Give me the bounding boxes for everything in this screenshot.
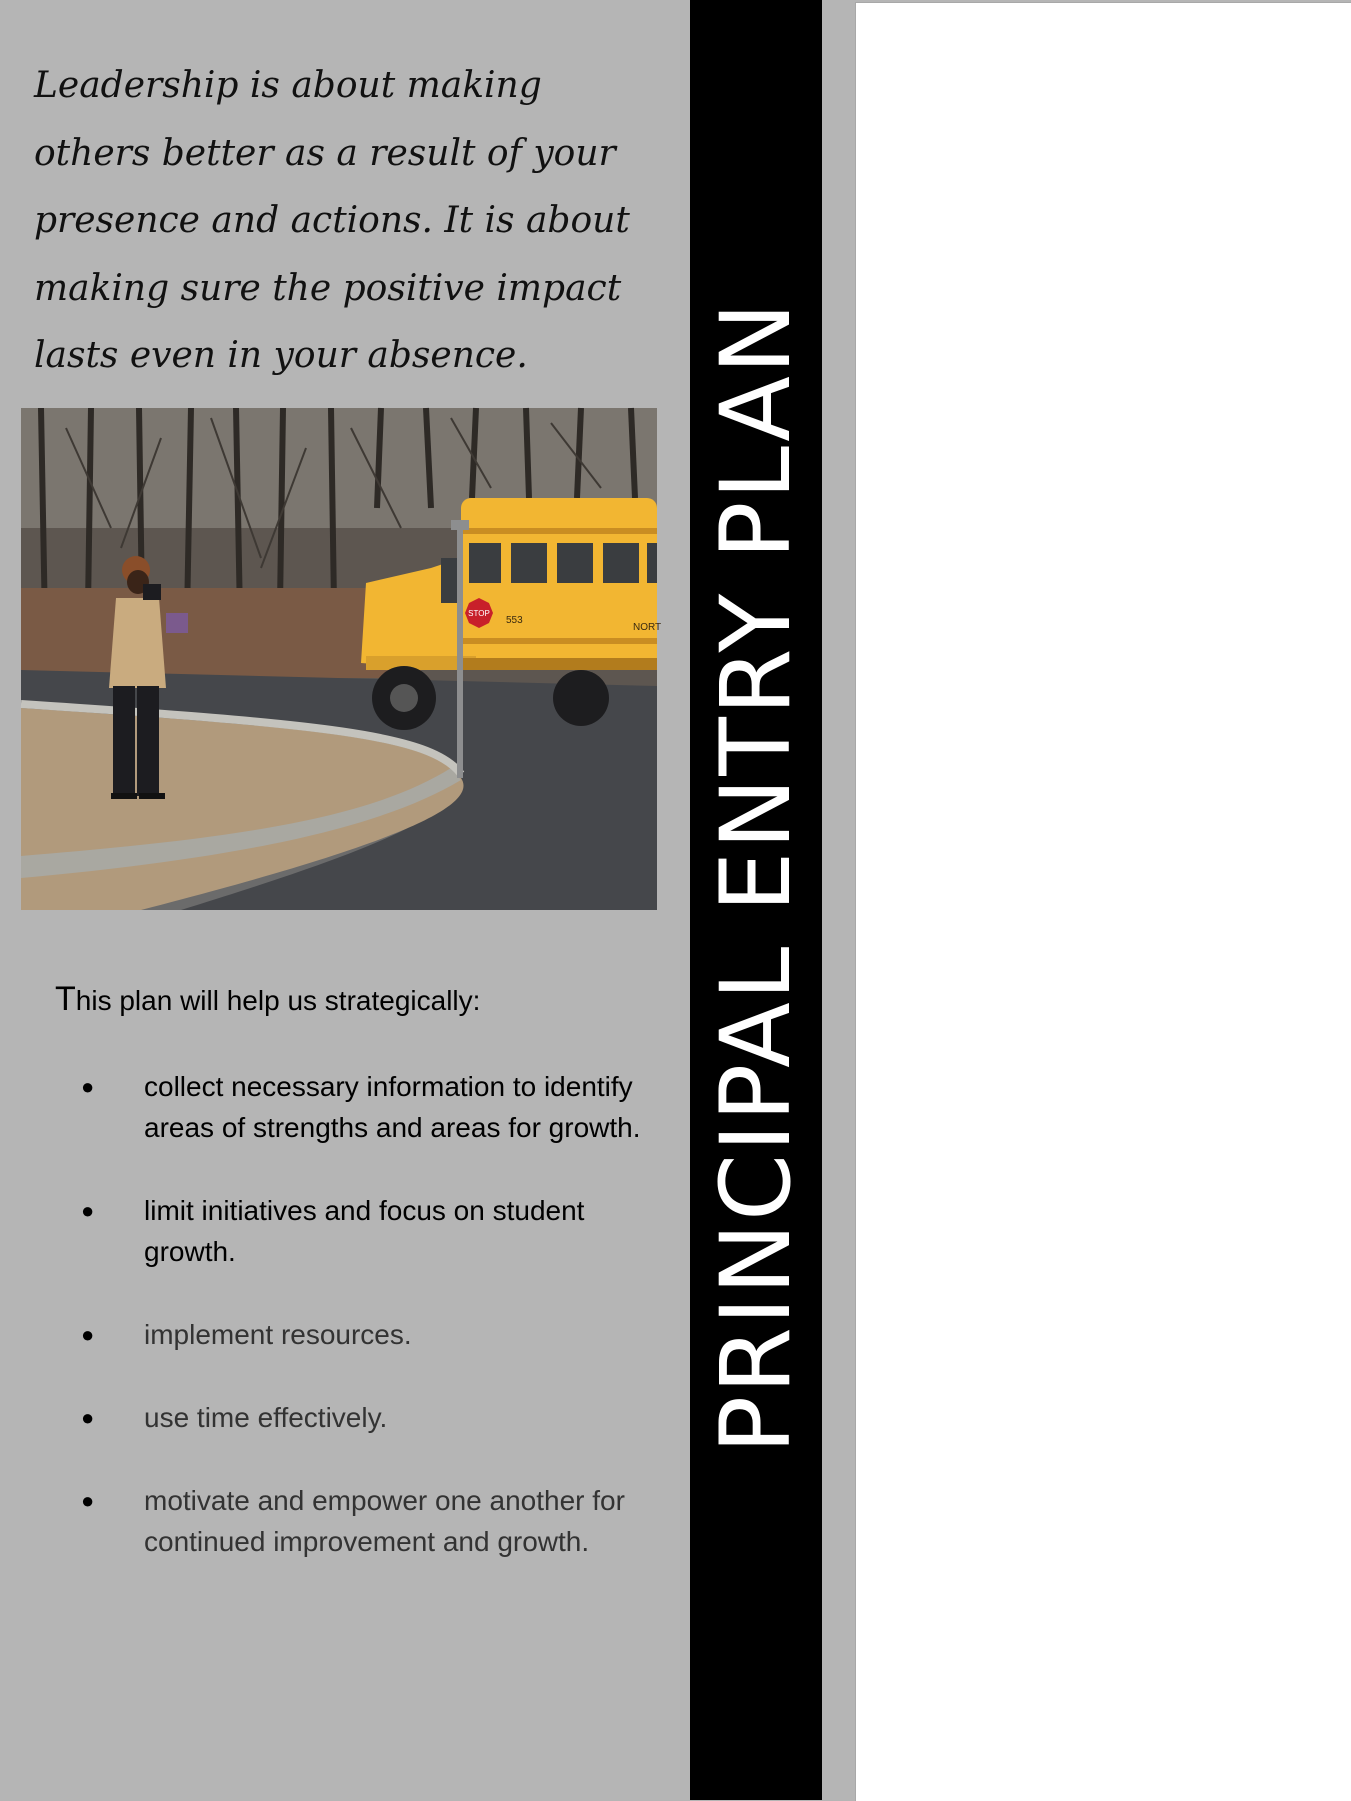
bullet-icon: ● bbox=[81, 1488, 95, 1513]
title-bar bbox=[690, 0, 822, 1800]
photo-principal-school-bus bbox=[21, 408, 662, 910]
list-item bbox=[0, 1190, 690, 1272]
list-item-text: implement resources. bbox=[144, 1319, 412, 1350]
stop-sign-text: STOP bbox=[468, 609, 490, 618]
intro-text bbox=[55, 980, 480, 1019]
bullet-icon: ● bbox=[81, 1074, 95, 1099]
list-item-text: use time effectively. bbox=[144, 1402, 388, 1433]
list-item-text: motivate and empower one another for continued improvement and growth. bbox=[144, 1485, 625, 1557]
list-item bbox=[0, 1397, 690, 1438]
list-item-text: limit initiatives and focus on student growth. bbox=[144, 1195, 585, 1267]
intro-rest: his plan will help us strategically: bbox=[75, 985, 481, 1016]
bullet-icon: ● bbox=[81, 1405, 95, 1430]
strategy-list bbox=[0, 1066, 690, 1604]
leadership-quote: Leadership is about making others better as a result of your presence and actions. It is about making sure the positive impact lasts even in your absence. bbox=[34, 65, 630, 376]
page-gap bbox=[822, 0, 855, 1800]
list-item bbox=[0, 1314, 690, 1355]
list-item bbox=[0, 1066, 690, 1148]
bullet-icon: ● bbox=[81, 1198, 95, 1223]
bullet-icon: ● bbox=[81, 1322, 95, 1347]
bus-number: 553 bbox=[506, 615, 523, 626]
intro-first-letter: T bbox=[55, 980, 76, 1018]
blank-next-page bbox=[855, 2, 1351, 1801]
bus-side-text: NORT bbox=[633, 622, 662, 633]
list-item bbox=[0, 1480, 690, 1562]
document-title: PRINCIPAL ENTRY PLAN bbox=[700, 300, 812, 1454]
list-item-text: collect necessary information to identify areas of strengths and areas for growth. bbox=[144, 1071, 641, 1143]
